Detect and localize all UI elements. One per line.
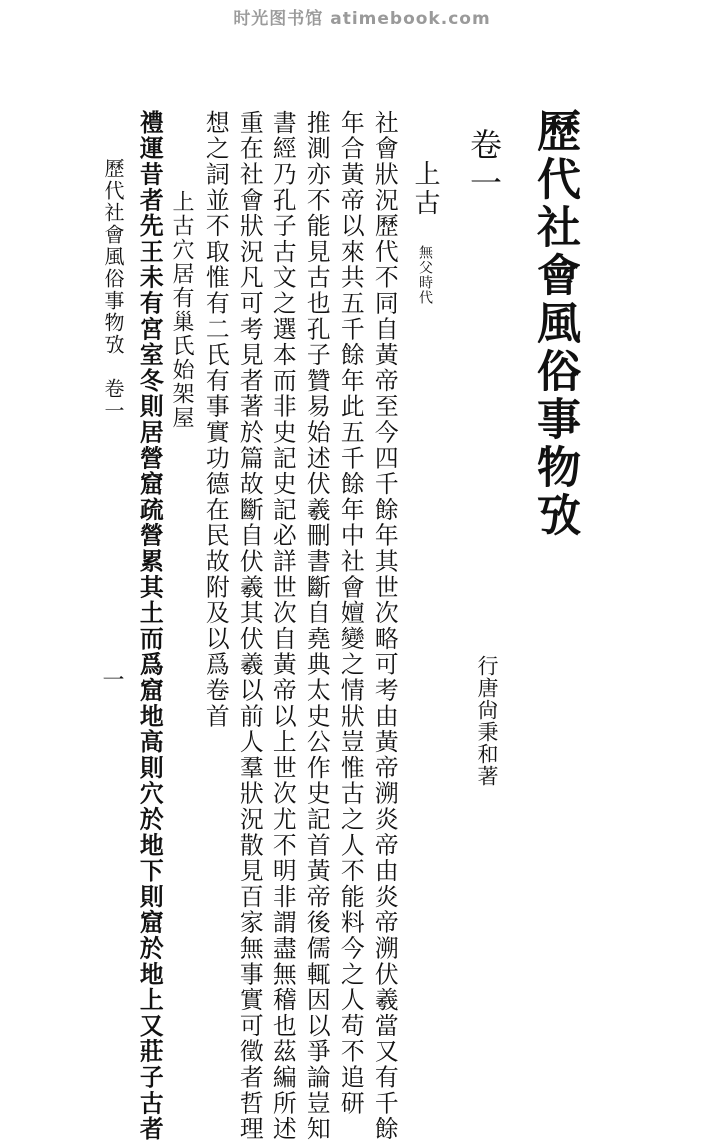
body-line-5: 重在社會狀況凡可考見者著於篇故斷自伏羲其伏羲以前人羣狀況散見百家無事實可徵者哲理: [235, 110, 264, 1142]
quote-line: 禮運昔者先王未有宮室冬則居營窟疏營累其土而爲窟地高則穴於地下則窟於地上又莊子古者: [135, 110, 164, 1142]
running-title: 歷代社會風俗事物攷 卷一: [101, 158, 125, 422]
page-number: 一: [99, 668, 124, 690]
body-line-3: 推測亦不能見古也孔子贊易始述伏羲刪書斷自堯典太史公作史記首黃帝後儒輒因以爭論豈知: [302, 110, 331, 1142]
section-heading: 上古: [410, 160, 440, 218]
section-note: 無父時代: [417, 245, 433, 305]
volume-label: 卷一: [465, 128, 503, 204]
subheading: 上古穴居有巢氏始架屋: [169, 190, 194, 430]
body-line-1: 社會狀況歷代不同自黃帝至今四千餘年其世次略可考由黃帝溯炎帝由炎帝溯伏羲當又有千餘: [370, 110, 399, 1142]
book-title: 歷代社會風俗事物攷: [529, 108, 580, 540]
section-heading-group: [412, 160, 438, 305]
body-line-2: 年合黃帝以來共五千餘年此五千餘年中社會嬗變之情狀豈惟古之人不能料今之人苟不追研: [336, 110, 365, 1117]
watermark: 时光图书馆 atimebook.com: [233, 9, 491, 29]
author-line: 行唐尙秉和著: [475, 655, 499, 787]
body-line-4: 書經乃孔子古文之選本而非史記史記必詳世次自黃帝以上世次尤不明非謂盡無稽也茲編所述: [268, 110, 297, 1142]
body-line-6: 想之詞並不取惟有二氏有事實功德在民故附及以爲卷首: [201, 110, 230, 730]
